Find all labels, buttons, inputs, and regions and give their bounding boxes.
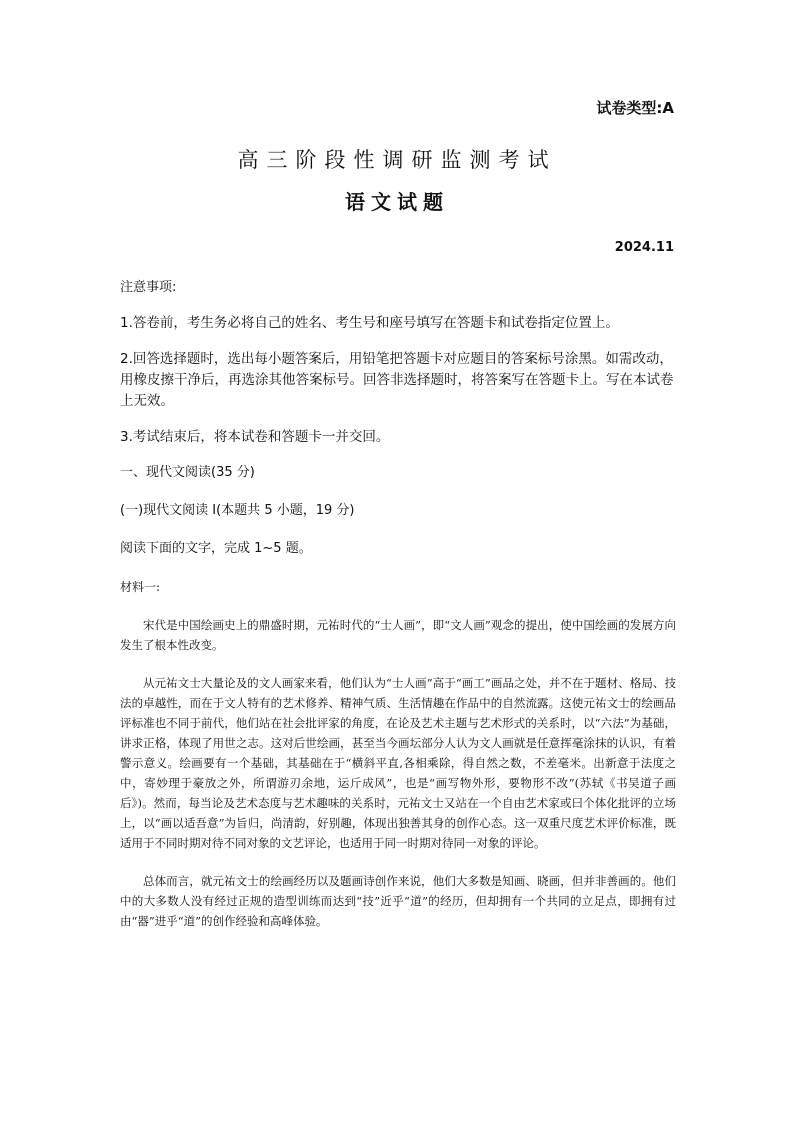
reading-instruction: 阅读下面的文字，完成 1~5 题。 xyxy=(120,541,312,556)
material-paragraph-1: 宋代是中国绘画史上的鼎盛时期，元祐时代的“士人画”，即“文人画”观念的提出，使中国绘画的发展方向发生了根本性改变。 xyxy=(120,618,676,652)
material-label: 材料一: xyxy=(120,580,161,594)
subject-title: 语文试题 xyxy=(345,190,449,214)
notice-item-3: 3.考试结束后，将本试卷和答题卡一并交回。 xyxy=(120,429,390,445)
section-heading: 一、现代文阅读(35 分) xyxy=(120,465,255,480)
notice-item-1: 1.答卷前，考生务必将自己的姓名、考生号和座号填写在答题卡和试卷指定位置上。 xyxy=(120,315,619,331)
notice-heading: 注意事项: xyxy=(120,280,177,295)
exam-content xyxy=(120,278,676,949)
material-paragraph-2: 从元祐文士大量论及的文人画家来看，他们认为“士人画”高于“画工”画品之处，并不在于题材、格局、技法的卓越性，而在于文人特有的艺术修养、精神气质、生活情趣在作品中的自然流露。这使元祐文士的绘画品评标准也不同于前代，他们站在社会批评家的角度，在论及艺术主题与艺术形式的关系时，以“六法”为基础，讲求正格，体现了用世之志。这对后世绘画，甚至当今画坛部分人认为文人画就是任意挥毫涂抹的认识，有着警示意义。绘画要有一个基础，其基础在于“横斜平直,各相乘除，得自然之数，不差毫米。出新意于法度之中，寄妙理于豪放之外，所谓游刃余地，运斤成风”，也是“画写物外形，要物形不改”(苏轼《书吴道子画后》)。然而，每当论及艺术态度与艺术趣味的关系时，元祐文士又站在一个自由艺术家或曰个体化批评的立场上，以“画以适吾意”为旨归，尚清韵，好别趣，体现出独善其身的创作心态。这一双重尺度艺术评价标准，既适用于不同时期对待不同对象的文艺评论，也适用于同一时期对待同一对象的评论。 xyxy=(120,676,676,850)
subsection-heading: (一)现代文阅读 I(本题共 5 小题，19 分) xyxy=(120,503,355,518)
paper-type-label: 试卷类型:A xyxy=(596,99,674,117)
material-paragraph-3: 总体而言，就元祐文士的绘画经历以及题画诗创作来说，他们大多数是知画、晓画，但并非善画的。他们中的大多数人没有经过正规的造型训练而达到“技”近乎“道”的经历，但却拥有一个共同的立足点，即拥有过由“器”进乎“道”的创作经验和高峰体验。 xyxy=(120,874,676,928)
exam-date: 2024.11 xyxy=(614,240,674,255)
exam-title: 高三阶段性调研监测考试 xyxy=(237,148,557,172)
notice-item-2: 2.回答选择题时，选出每小题答案后，用铅笔把答题卡对应题目的答案标号涂黑。如需改动，用橡皮擦干净后，再选涂其他答案标号。回答非选择题时，将答案写在答题卡上。写在本试卷上无效。 xyxy=(120,351,674,409)
